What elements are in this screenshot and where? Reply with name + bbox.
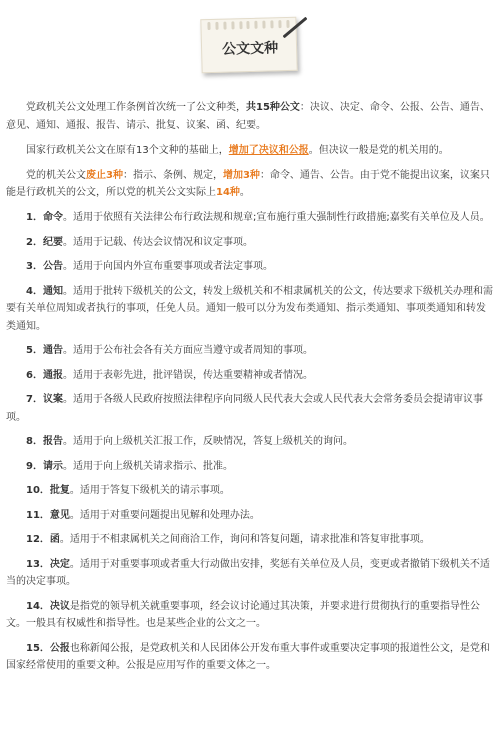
article-body bbox=[6, 99, 494, 682]
list-item: 13．决定。适用于对重要事项或者重大行动做出安排，奖惩有关单位及人员，变更或者撤销下级机关不适当的决定事项。 bbox=[6, 558, 490, 587]
list-item: 8．报告。适用于向上级机关汇报工作，反映情况，答复上级机关的询问。 bbox=[26, 436, 353, 447]
list-item: 5．通告。适用于公布社会各有关方面应当遵守或者周知的事项。 bbox=[26, 345, 313, 356]
highlight-total: 14种 bbox=[216, 187, 240, 198]
list-item: 9．请示。适用于向上级机关请求指示、批准。 bbox=[26, 460, 233, 472]
list-item: 3．公告。适用于向国内外宣布重要事项或者法定事项。 bbox=[26, 261, 273, 272]
list-item: 7．议案。适用于各级人民政府按照法律程序向同级人民代表大会或人民代表大会常务委员会提请审议事项。 bbox=[6, 394, 483, 423]
page-title: 公文文种 bbox=[221, 40, 279, 58]
intro-paragraph-2: 国家行政机关公文在原有13个文种的基础上，增加了决议和公报。但决议一般是党的机关用的。 bbox=[26, 144, 449, 156]
list-item: 15．公报也称新闻公报，是党政机关和人民团体公开发布重大事件或重要决定事项的报道性公文，是党和国家经常使用的重要文种。公报是应用写作的重要文体之一。 bbox=[6, 642, 490, 671]
title-card bbox=[200, 17, 297, 73]
list-item: 4．通知。适用于批转下级机关的公文，转发上级机关和不相隶属机关的公文，传达要求下级机关办理和需要有关单位周知或者执行的事项，任免人员。通知一般可以分为发布类通知、指示类通知、事项类通知和转发类通知。 bbox=[6, 285, 493, 332]
highlight-count: 共15种公文 bbox=[246, 102, 300, 113]
list-item: 14．决议是指党的领导机关就重要事项，经会议讨论通过其决策，并要求进行贯彻执行的重要指导性公文。一般具有权威性和指导性。也是某些企业的公文之一。 bbox=[6, 600, 480, 629]
list-item: 12．函。适用于不相隶属机关之间商洽工作，询问和答复问题，请求批准和答复审批事项。 bbox=[26, 534, 430, 545]
highlight-increase: 增加3种 bbox=[222, 169, 260, 181]
list-item: 11．意见。适用于对重要问题提出见解和处理办法。 bbox=[26, 509, 260, 521]
list-item: 10．批复。适用于答复下级机关的请示事项。 bbox=[26, 485, 230, 496]
intro-paragraph-1: 党政机关公文处理工作条例首次统一了公文种类，共15种公文：决议、决定、命令、公报、公告、通告、意见、通知、通报、报告、请示、批复、议案、函、纪要。 bbox=[6, 102, 490, 131]
highlight-abolished: 废止3种 bbox=[86, 169, 123, 181]
intro-paragraph-3: 党的机关公文废止3种：指示、条例、规定，增加3种：命令、通告、公告。由于党不能提出议案，议案只能是行政机关的公文，所以党的机关公文实际上14种。 bbox=[6, 169, 490, 198]
binder-holes bbox=[207, 20, 289, 30]
highlight-added: 增加了决议和公报 bbox=[228, 144, 309, 156]
list-item: 1．命令。适用于依照有关法律公布行政法规和规章;宣布施行重大强制性行政措施;嘉奖有关单位及人员。 bbox=[26, 212, 490, 223]
list-item: 2．纪要。适用于记载、传达会议情况和议定事项。 bbox=[26, 236, 253, 248]
list-item: 6．通报。适用于表彰先进，批评错误，传达重要精神或者情况。 bbox=[26, 369, 313, 381]
